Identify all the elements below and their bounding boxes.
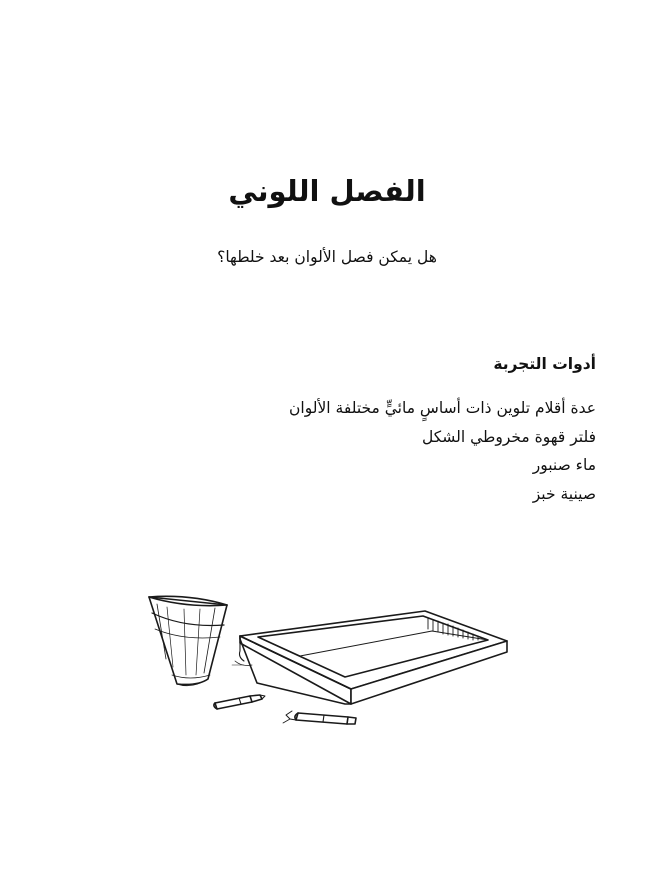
materials-heading: أدوات التجربة — [493, 355, 596, 373]
materials-list — [196, 396, 596, 510]
coffee-filter-icon — [149, 596, 227, 685]
materials-item-tap-water: ماء صنبور — [532, 456, 596, 474]
materials-item-markers: عدة أقلام تلوين ذات أساسٍ مائيٍّ مختلفة الألوان — [289, 399, 596, 417]
materials-illustration — [140, 585, 520, 735]
marker-icon — [214, 695, 265, 709]
materials-illustration-svg — [140, 585, 520, 735]
marker-icon — [283, 711, 356, 724]
materials-item-coffee-filter: فلتر قهوة مخروطي الشكل — [422, 427, 596, 446]
materials-item-baking-tray: صينية خبز — [532, 484, 596, 503]
baking-tray-icon — [232, 611, 507, 704]
page-title: الفصل اللوني — [228, 174, 426, 208]
materials-section — [196, 352, 596, 510]
experiment-question: هل يمكن فصل الألوان بعد خلطها؟ — [217, 248, 437, 266]
